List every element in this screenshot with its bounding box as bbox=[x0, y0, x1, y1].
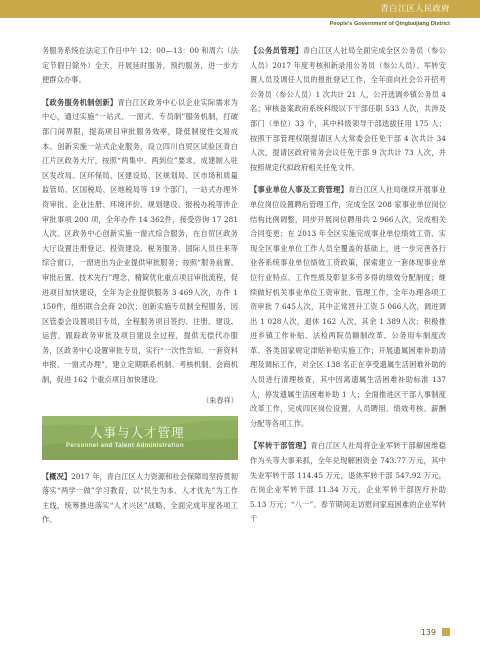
paragraph-institution-salary: 【事业单位人事及工资管理】青白江区人社局继续开展事业单位岗位设置聘后管理工作，完成全区 208 家事业单位岗位结构比例调整，同步开展岗位聘用共 2 966人次，完成相关合同变更；在 2013 年全区实施完成事业单位绩效工资、实现全区事业单位工作人员全覆盖的基础上，进一步完善各行业各系统事业单位绩效工资政策，探索建立一套体现事业单位行业特点、工作性质及彰显多劳多得的绩效分配制度；继续做好机关事业单位工资审批、管理工作，全年办理各项工资审批 7 645人次，其中正常晋升工资 5 066人次，调进调出 1 028人次，退休 162 人次，其余 1 389人次；积极推进乡镇工作补贴、法检两院员额制改革、公务用车制度改革、各类国家规定津贴补贴实施工作；开展遗属困难补助清理及调标工作，对全区 138 名正在享受遗属生活困难补助的人员进行清理核查，其中因离遗属生活困难补助标准 137 人，停发遗属生活困难补助 1 人；全面推进区干部人事制度改革工作，完成四区岗位设置、人员聘用、绩效考核、薪酬分配等各项工作。 bbox=[250, 185, 446, 428]
paragraph-overview: 【概况】2017 年，青白江区人力资源和社会保障局坚持贯彻落实“两学一做”学习教育，以“民生为本、人才优先”为工作主线，统筹推进落实“人才兴区”战略，全面完成年度各项工作。 bbox=[42, 471, 238, 525]
banner-title-cn: 人事与人才管理 bbox=[90, 424, 185, 440]
left-column bbox=[42, 44, 238, 536]
section-tag: 【公务员管理】 bbox=[250, 46, 303, 55]
page-mark-icon bbox=[442, 628, 450, 636]
banner-title-en: Personnel and Talent Administration bbox=[66, 442, 185, 449]
section-tag: 【军转干部管理】 bbox=[250, 441, 311, 451]
page-number: 139 bbox=[420, 628, 436, 637]
section-tag: 【概况】 bbox=[42, 471, 72, 481]
author-credit: （朱春祥） bbox=[202, 395, 238, 405]
section-tag: 【政务服务机制创新】 bbox=[42, 97, 118, 107]
intro-paragraph: 务服务系统在法定工作日中午 12：00—13：00 和周六（法定节假日除外）全天，开展延时服务，预约服务，进一步方便群众办事。 bbox=[42, 46, 238, 85]
paragraph-military-transfer: 【军转干部管理】青白江区人社局将企业军转干部解困维稳作为头等大事来抓，全年兑现解困资金 743.77 万元，其中失业军转干部 114.45 万元，退休军转干部 547.92 万元，在岗企业军转干部 11.34 万元，企业军转干部医疗补助 5.13 万元；“八一”、春节期间走访慰问家庭困难的企业军转干 bbox=[250, 441, 446, 524]
paragraph-civil-servant: 【公务员管理】青白江区人社局全面完成全区公务员（参公人员）2017 年度考核和新录用公务员（参公人员）、军转安置人员及调任人员的报批登记工作，全年面向社会公开招考公务员（参公人员）1 次共计 21 人，公开选调乡镇公务员 4 名；审核备案政府系统科级以下干部任职 533 人次，共涉及部门（单位）33 个，其中科级领导干部选拔任用 175 人；按照干部管理权限提请区人大常委会任免干部 4 次共计 34 人次，提请区政府常务会议任免干部 9 次共计 73 人次，并按照规定代拟政府相关任免文件。 bbox=[250, 46, 446, 172]
section-banner bbox=[42, 416, 238, 460]
right-column bbox=[250, 44, 446, 535]
section-tag: 【事业单位人事及工资管理】 bbox=[250, 185, 349, 195]
header-title-cn: 青白江区人民政府 bbox=[380, 3, 450, 13]
header-title-en: People's Government of Qingbaijiang District bbox=[329, 21, 450, 27]
paragraph-service-innovation: 【政务服务机制创新】青白江区政务中心以企业实际需求为中心，通过实施“一站式、一窗式、专员制”服务机制，打破部门间界限，提高项目审批服务效率，降低制度性交易成本。创新实施一站式企业服务，设立四川自贸区试验区青白江片区政务大厅，按照“两集中、两到位”要求，成建制入驻区发改局、区环保局、区建设局、区规划局、区市场和质量监管局、区国税局、区地税局等 19 个部门，一站式办理外资审批、企业注册、环境评价、规划建设、报税办税等涉企审批事项 200 项，全年办件 14 362件，接受咨询 17 281人次。区政务中心创新实施一窗式综合服务，在自贸区政务大厅设置注册登记、投资建设、税务服务、国际人员往来等综合窗口，一窗进出为企业提供审批服务；按照“服务前置、审批后置、技术先行”理念，精简优化重点项目审批流程，促进项目加快建设，全年为企业提供服务 3 469人次，办件 1 150件，组织联合会商 20次；创新实施专员制全程服务，园区管委会设置项目专员，全程服务项目签约、注册、建设、运营，跟踪政务审批及项目建设全过程，提供无偿代办服务，区政务中心设置审批专员，实行“一次性告知、一套资料申报、一窗式办理”，建立定期联系机制、考核机制、会商机制，促进 162 个重点项目加快建设。 bbox=[42, 97, 238, 385]
